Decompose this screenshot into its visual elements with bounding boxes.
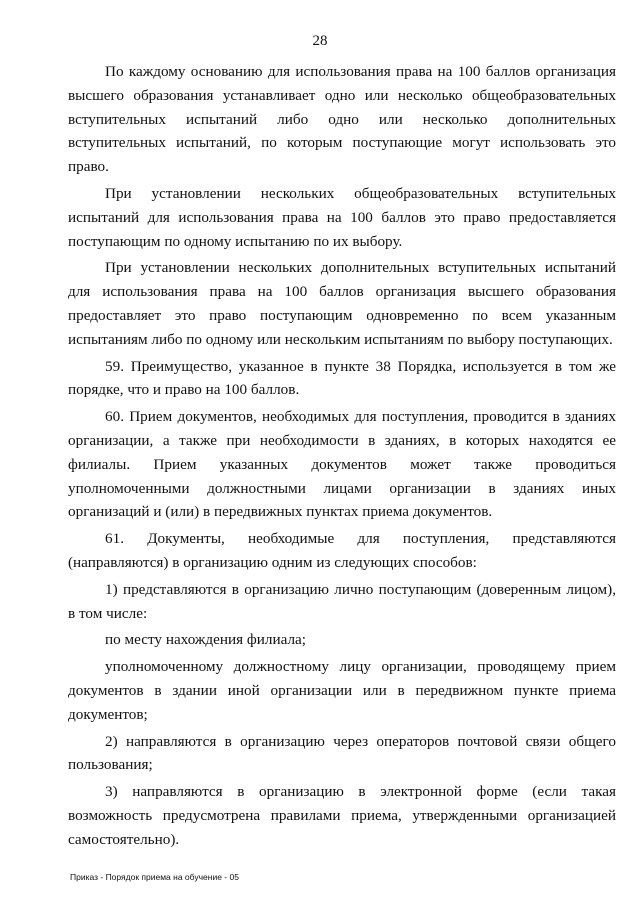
list-subitem: по месту нахождения филиала; [105,631,307,649]
list-subitem: уполномоченному должностному лицу организации, проводящему прием документов в здании иной организации или в передвижном пункте приема документов; [68,658,616,723]
paragraph-item-60: 60. Прием документов, необходимых для поступления, проводится в зданиях организации, а также при необходимости в зданиях, в которых находятся ее филиалы. Прием указанных документов может также проводиться уполномоченными должностными лицами организации в зданиях иных организаций и (или) в передвижных пунктах приема документов. [68,408,616,521]
list-item-2: 2) направляются в организацию через операторов почтовой связи общего пользования; [68,732,616,774]
document-body [68,60,616,855]
page-footer: Приказ - Порядок приема на обучение - 05 [70,872,239,882]
list-item-3: 3) направляются в организацию в электронной форме (если такая возможность предусмотрена правилами приема, утвержденными организацией самостоятельно). [68,783,616,848]
paragraph-item-59: 59. Преимущество, указанное в пункте 38 Порядка, используется в том же порядке, что и право на 100 баллов. [68,357,616,399]
paragraph: При установлении нескольких дополнительных вступительных испытаний для использования права на 100 баллов организация высшего образования предоставляет это право поступающим одновременно по всем указанным испытаниям либо по одному или нескольким испытаниям по выбору поступающих. [68,259,616,348]
paragraph: При установлении нескольких общеобразовательных вступительных испытаний для использования права на 100 баллов это право предоставляется поступающим по одному испытанию по их выбору. [68,184,616,250]
page-number: 28 [312,33,328,49]
paragraph-item-61: 61. Документы, необходимые для поступления, представляются (направляются) в организацию одним из следующих способов: [68,530,616,571]
list-item-1: 1) представляются в организацию лично поступающим (доверенным лицом), в том числе: [68,580,616,622]
paragraph: По каждому основанию для использования права на 100 баллов организация высшего образования устанавливает одно или несколько общеобразовательных вступительных испытаний либо одно или несколько дополнительных вступительных испытаний, по которым поступающие могут использовать это право. [68,63,616,176]
